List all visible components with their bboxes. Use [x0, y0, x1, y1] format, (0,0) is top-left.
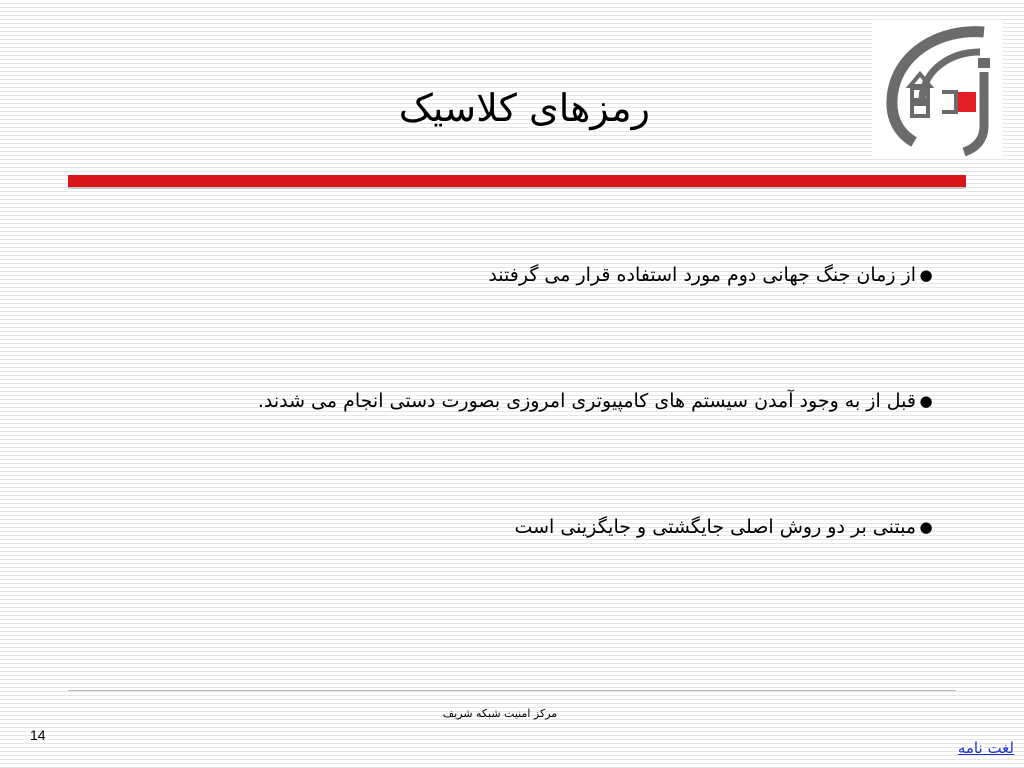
bullet-item [90, 255, 934, 295]
slide-title: رمزهای کلاسیک [398, 86, 650, 130]
footer-divider [68, 690, 956, 691]
bullet-item [90, 507, 934, 547]
bullet-text: مبتنی بر دو روش اصلی جایگشتی و جایگزینی است [514, 516, 916, 538]
bullet-text: قبل از به وجود آمدن سیستم های کامپیوتری امروزی بصورت دستی انجام می شدند. [257, 390, 916, 412]
logo-icon [872, 22, 1002, 156]
bullet-text: از زمان جنگ جهانی دوم مورد استفاده قرار می گرفتند [488, 264, 916, 286]
title-divider [68, 175, 966, 187]
title-divider-shadow [68, 187, 966, 189]
bullet-icon: ● [919, 392, 933, 410]
bullet-item [90, 381, 934, 421]
bullet-list [90, 255, 934, 547]
bullet-icon: ● [919, 518, 933, 536]
page-number: 14 [30, 727, 46, 743]
institution-logo [872, 22, 1002, 156]
bullet-icon: ● [919, 266, 933, 284]
footer-organization: مرکز امنیت شبکه شریف [442, 707, 558, 720]
glossary-link[interactable]: لغت نامه [957, 739, 1014, 757]
